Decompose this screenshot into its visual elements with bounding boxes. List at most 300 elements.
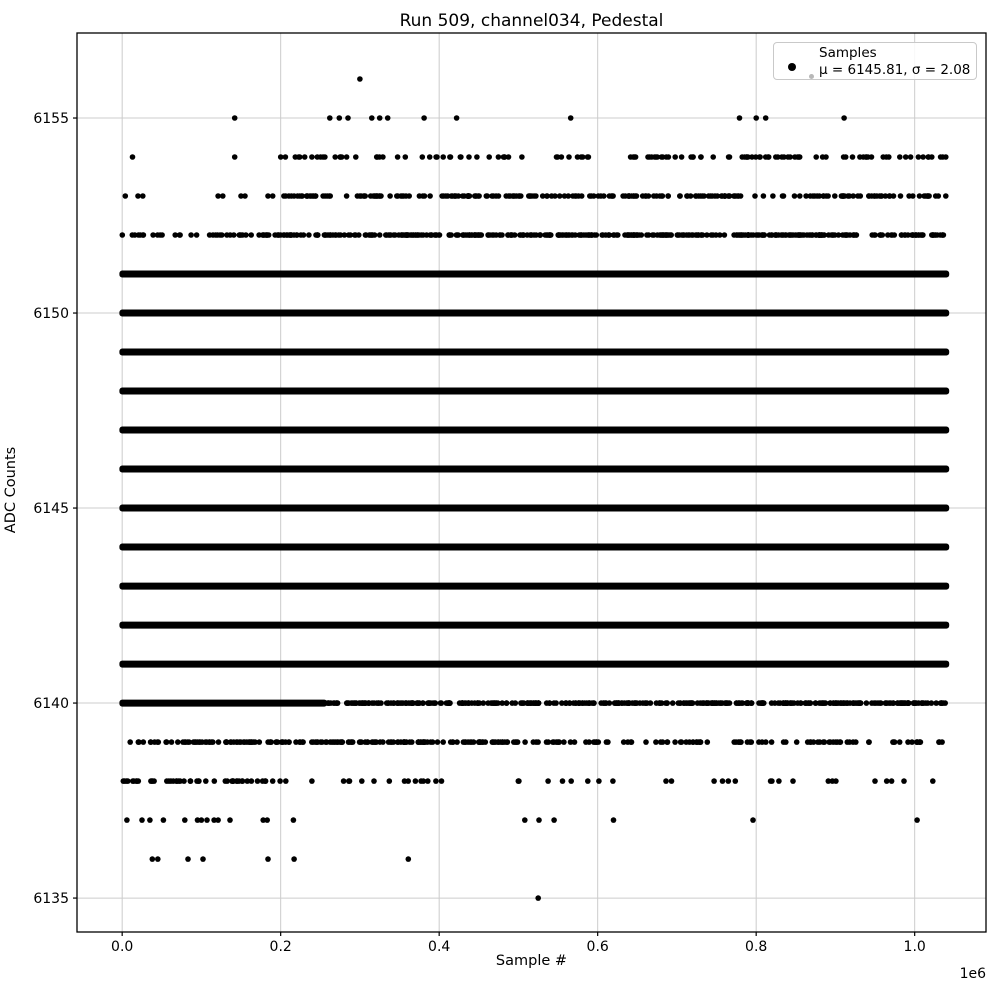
- data-point: [352, 700, 358, 706]
- data-point: [726, 778, 732, 784]
- data-point: [174, 778, 180, 784]
- data-point: [785, 700, 791, 706]
- scatter-level-6151: [119, 271, 949, 278]
- data-point: [601, 193, 607, 199]
- data-point: [664, 700, 670, 706]
- data-point: [780, 232, 786, 238]
- data-point: [458, 154, 464, 160]
- data-point: [614, 700, 620, 706]
- data-point: [399, 232, 405, 238]
- data-point: [776, 700, 782, 706]
- data-point: [175, 739, 181, 745]
- data-point: [634, 193, 640, 199]
- data-point: [135, 193, 141, 199]
- data-point: [933, 700, 939, 706]
- data-point: [717, 232, 723, 238]
- data-point: [646, 232, 652, 238]
- data-point: [391, 232, 397, 238]
- data-point: [813, 700, 819, 706]
- data-point: [737, 232, 743, 238]
- data-point: [466, 700, 472, 706]
- data-point: [566, 154, 572, 160]
- data-point: [440, 154, 446, 160]
- scatter-level-6153: [123, 193, 949, 199]
- scatter-level-6156: [357, 76, 363, 82]
- data-point: [890, 739, 896, 745]
- data-point: [509, 232, 515, 238]
- data-point: [357, 76, 363, 82]
- data-point: [697, 739, 703, 745]
- data-point: [841, 154, 847, 160]
- data-band-solid: [119, 349, 949, 356]
- data-point: [472, 232, 478, 238]
- data-point: [270, 778, 276, 784]
- data-point: [483, 739, 489, 745]
- data-point: [529, 700, 535, 706]
- data-point: [781, 154, 787, 160]
- data-point: [424, 232, 430, 238]
- data-point: [369, 115, 375, 121]
- data-point: [663, 232, 669, 238]
- data-point: [291, 193, 297, 199]
- data-point: [422, 193, 428, 199]
- data-point: [660, 154, 666, 160]
- data-point: [249, 778, 255, 784]
- data-point: [188, 778, 194, 784]
- data-point: [388, 700, 394, 706]
- data-point: [626, 193, 632, 199]
- data-point: [763, 739, 769, 745]
- data-point: [420, 739, 426, 745]
- data-point: [357, 739, 363, 745]
- data-point: [309, 154, 315, 160]
- scatter-level-6142: [119, 622, 949, 629]
- data-point: [401, 193, 407, 199]
- data-point: [435, 739, 441, 745]
- data-point: [659, 193, 665, 199]
- data-point: [704, 700, 710, 706]
- data-point: [698, 193, 704, 199]
- data-point: [196, 778, 202, 784]
- data-point: [330, 232, 336, 238]
- data-point: [377, 154, 383, 160]
- samples-marker-dot-icon: [788, 63, 796, 71]
- data-point: [490, 739, 496, 745]
- data-point: [466, 193, 472, 199]
- data-point: [378, 700, 384, 706]
- data-point: [212, 778, 218, 784]
- scatter-level-6144: [119, 544, 949, 551]
- data-point: [446, 700, 452, 706]
- data-point: [493, 700, 499, 706]
- data-point: [169, 739, 175, 745]
- data-point: [409, 700, 415, 706]
- y-tick-label: 6145: [33, 501, 69, 518]
- data-point: [826, 778, 832, 784]
- data-point: [427, 154, 433, 160]
- scatter-level-6148: [119, 388, 949, 395]
- data-band-solid: [119, 622, 949, 629]
- data-point: [719, 700, 725, 706]
- data-point: [878, 232, 884, 238]
- data-point: [255, 778, 261, 784]
- data-point: [474, 154, 480, 160]
- data-point: [429, 232, 435, 238]
- data-point: [377, 739, 383, 745]
- data-point: [943, 193, 949, 199]
- data-point: [664, 739, 670, 745]
- data-point: [908, 154, 914, 160]
- data-point: [409, 739, 415, 745]
- data-point: [669, 778, 675, 784]
- x-tick-label: 0.0: [111, 939, 134, 955]
- data-point: [591, 700, 597, 706]
- data-point: [920, 154, 926, 160]
- x-axis-offset-text: 1e6: [959, 966, 986, 982]
- data-point: [140, 232, 146, 238]
- data-point: [182, 817, 188, 823]
- data-point: [329, 739, 335, 745]
- data-point: [487, 232, 493, 238]
- data-point: [832, 193, 838, 199]
- data-point: [186, 739, 192, 745]
- data-point: [164, 739, 170, 745]
- data-point: [584, 700, 590, 706]
- data-point: [914, 817, 920, 823]
- data-point: [705, 739, 711, 745]
- data-point: [676, 700, 682, 706]
- data-point: [304, 193, 310, 199]
- data-band-solid: [119, 388, 949, 395]
- data-point: [710, 232, 716, 238]
- data-point: [227, 817, 233, 823]
- data-point: [242, 193, 248, 199]
- data-point: [925, 700, 931, 706]
- data-point: [417, 193, 423, 199]
- data-point: [387, 778, 393, 784]
- data-point: [420, 700, 426, 706]
- y-axis-label-wrap: [3, 260, 33, 720]
- data-band-solid: [119, 310, 949, 317]
- data-point: [745, 154, 751, 160]
- data-point: [384, 232, 390, 238]
- data-point: [283, 154, 289, 160]
- data-point: [769, 700, 775, 706]
- data-band-solid: [119, 466, 949, 473]
- data-point: [136, 739, 142, 745]
- y-tick-label: 6150: [33, 306, 69, 323]
- data-point: [569, 232, 575, 238]
- data-point: [124, 817, 130, 823]
- y-tick-label: 6140: [33, 696, 69, 713]
- data-point: [563, 700, 569, 706]
- data-point: [491, 193, 497, 199]
- data-point: [454, 739, 460, 745]
- data-point: [437, 232, 443, 238]
- data-point: [941, 700, 947, 706]
- data-point: [320, 154, 326, 160]
- data-point: [504, 739, 510, 745]
- data-point: [309, 778, 315, 784]
- data-point: [759, 232, 765, 238]
- data-point: [790, 778, 796, 784]
- y-tick-label: 6155: [33, 111, 69, 128]
- data-point: [854, 232, 860, 238]
- data-point: [341, 778, 347, 784]
- data-point: [481, 700, 487, 706]
- data-point: [858, 193, 864, 199]
- data-point: [850, 154, 856, 160]
- data-point: [840, 193, 846, 199]
- data-point: [370, 232, 376, 238]
- data-band-solid: [119, 427, 949, 434]
- chart-title: Run 509, channel034, Pedestal: [399, 11, 664, 31]
- data-point: [926, 154, 932, 160]
- data-point: [709, 193, 715, 199]
- data-point: [681, 700, 687, 706]
- data-point: [720, 778, 726, 784]
- data-point: [781, 739, 787, 745]
- data-point: [815, 739, 821, 745]
- data-point: [210, 739, 216, 745]
- data-point: [628, 154, 634, 160]
- data-point: [903, 154, 909, 160]
- data-point: [592, 232, 598, 238]
- data-point: [286, 739, 292, 745]
- data-point: [300, 739, 306, 745]
- data-point: [194, 232, 200, 238]
- data-point: [872, 778, 878, 784]
- data-point: [564, 232, 570, 238]
- data-point: [181, 778, 187, 784]
- data-point: [830, 232, 836, 238]
- data-point: [124, 778, 130, 784]
- data-point: [389, 739, 395, 745]
- data-point: [403, 154, 409, 160]
- data-point: [150, 232, 156, 238]
- data-point: [686, 232, 692, 238]
- data-point: [553, 700, 559, 706]
- data-point: [898, 193, 904, 199]
- data-point: [596, 193, 602, 199]
- data-point: [905, 739, 911, 745]
- data-point: [533, 193, 539, 199]
- data-point: [769, 778, 775, 784]
- data-point: [313, 193, 319, 199]
- data-point: [791, 700, 797, 706]
- data-point: [332, 154, 338, 160]
- data-point: [447, 154, 453, 160]
- data-point: [161, 817, 167, 823]
- data-point: [283, 778, 289, 784]
- data-point: [486, 154, 492, 160]
- data-point: [427, 193, 433, 199]
- data-point: [456, 193, 462, 199]
- data-point: [344, 193, 350, 199]
- y-tick-label: 6135: [33, 891, 69, 908]
- data-point: [404, 232, 410, 238]
- data-point: [831, 700, 837, 706]
- data-point: [769, 739, 775, 745]
- data-band-solid: [119, 583, 949, 590]
- data-point: [679, 232, 685, 238]
- data-point: [130, 154, 136, 160]
- data-point: [150, 778, 156, 784]
- data-point: [820, 232, 826, 238]
- scatter-level-6135: [535, 895, 541, 901]
- data-point: [568, 778, 574, 784]
- data-point: [291, 232, 297, 238]
- data-point: [554, 154, 560, 160]
- legend: [773, 42, 977, 80]
- data-point: [460, 232, 466, 238]
- data-point: [302, 154, 308, 160]
- data-point: [371, 778, 377, 784]
- data-point: [614, 232, 620, 238]
- data-point: [369, 700, 375, 706]
- data-point: [542, 232, 548, 238]
- data-point: [120, 232, 126, 238]
- data-point: [864, 700, 870, 706]
- data-point: [322, 193, 328, 199]
- data-point: [280, 739, 286, 745]
- scatter-level-6147: [119, 427, 949, 434]
- data-point: [200, 856, 206, 862]
- data-point: [509, 700, 515, 706]
- data-point: [439, 778, 445, 784]
- x-axis-label: Sample #: [495, 953, 568, 969]
- data-point: [546, 739, 552, 745]
- data-point: [651, 193, 657, 199]
- data-point: [610, 193, 616, 199]
- data-point: [344, 154, 350, 160]
- data-point: [199, 817, 205, 823]
- data-point: [845, 739, 851, 745]
- data-point: [773, 154, 779, 160]
- data-point: [155, 739, 161, 745]
- data-point: [576, 700, 582, 706]
- data-point: [551, 817, 557, 823]
- data-point: [463, 739, 469, 745]
- data-point: [792, 193, 798, 199]
- data-point: [698, 154, 704, 160]
- data-point: [700, 232, 706, 238]
- data-point: [644, 700, 650, 706]
- data-point: [933, 193, 939, 199]
- data-point: [760, 700, 766, 706]
- data-point: [765, 154, 771, 160]
- data-point: [413, 778, 419, 784]
- data-point: [592, 739, 598, 745]
- data-point: [362, 193, 368, 199]
- data-point: [217, 232, 223, 238]
- data-point: [658, 232, 664, 238]
- data-point: [544, 700, 550, 706]
- data-point: [510, 193, 516, 199]
- data-point: [866, 739, 872, 745]
- data-point: [750, 817, 756, 823]
- data-point: [562, 193, 568, 199]
- data-band-solid: [119, 700, 327, 707]
- data-point: [589, 193, 595, 199]
- data-point: [415, 232, 421, 238]
- data-point: [346, 778, 352, 784]
- data-point: [865, 154, 871, 160]
- data-point: [672, 154, 678, 160]
- data-point: [281, 193, 287, 199]
- data-point: [899, 700, 905, 706]
- data-point: [754, 232, 760, 238]
- legend-entry-samples: Samples: [819, 45, 877, 61]
- data-point: [939, 739, 945, 745]
- data-point: [663, 778, 669, 784]
- data-point: [535, 895, 541, 901]
- data-point: [216, 739, 222, 745]
- data-point: [795, 154, 801, 160]
- data-point: [679, 154, 685, 160]
- data-point: [899, 232, 905, 238]
- data-point: [264, 817, 270, 823]
- data-point: [348, 232, 354, 238]
- data-point: [763, 115, 769, 121]
- data-point: [327, 115, 333, 121]
- data-point: [421, 115, 427, 121]
- data-point: [511, 739, 517, 745]
- scatter-level-6149: [119, 349, 949, 356]
- data-point: [448, 232, 454, 238]
- data-point: [803, 193, 809, 199]
- data-point: [265, 856, 271, 862]
- data-point: [831, 739, 837, 745]
- data-point: [841, 115, 847, 121]
- data-point: [889, 778, 895, 784]
- data-point: [420, 154, 426, 160]
- data-point: [296, 154, 302, 160]
- data-point: [188, 232, 194, 238]
- data-point: [803, 700, 809, 706]
- data-point: [579, 232, 585, 238]
- data-point: [752, 193, 758, 199]
- data-point: [726, 154, 732, 160]
- data-point: [753, 115, 759, 121]
- data-point: [127, 739, 133, 745]
- data-point: [822, 700, 828, 706]
- scatter-level-6143: [119, 583, 949, 590]
- data-point: [938, 232, 944, 238]
- data-point: [688, 193, 694, 199]
- data-point: [268, 739, 274, 745]
- data-point: [159, 232, 165, 238]
- data-point: [499, 232, 505, 238]
- scatter-level-6146: [119, 466, 949, 473]
- data-point: [910, 193, 916, 199]
- data-point: [640, 193, 646, 199]
- data-point: [892, 232, 898, 238]
- data-point: [611, 817, 617, 823]
- data-point: [372, 739, 378, 745]
- data-band-solid: [119, 505, 949, 512]
- x-tick-label: 0.4: [428, 939, 451, 955]
- data-point: [203, 778, 209, 784]
- data-point: [257, 739, 263, 745]
- data-point: [866, 193, 872, 199]
- data-point: [284, 232, 290, 238]
- data-point: [467, 232, 473, 238]
- data-point: [869, 232, 875, 238]
- data-point: [780, 193, 786, 199]
- data-point: [395, 154, 401, 160]
- data-point: [690, 154, 696, 160]
